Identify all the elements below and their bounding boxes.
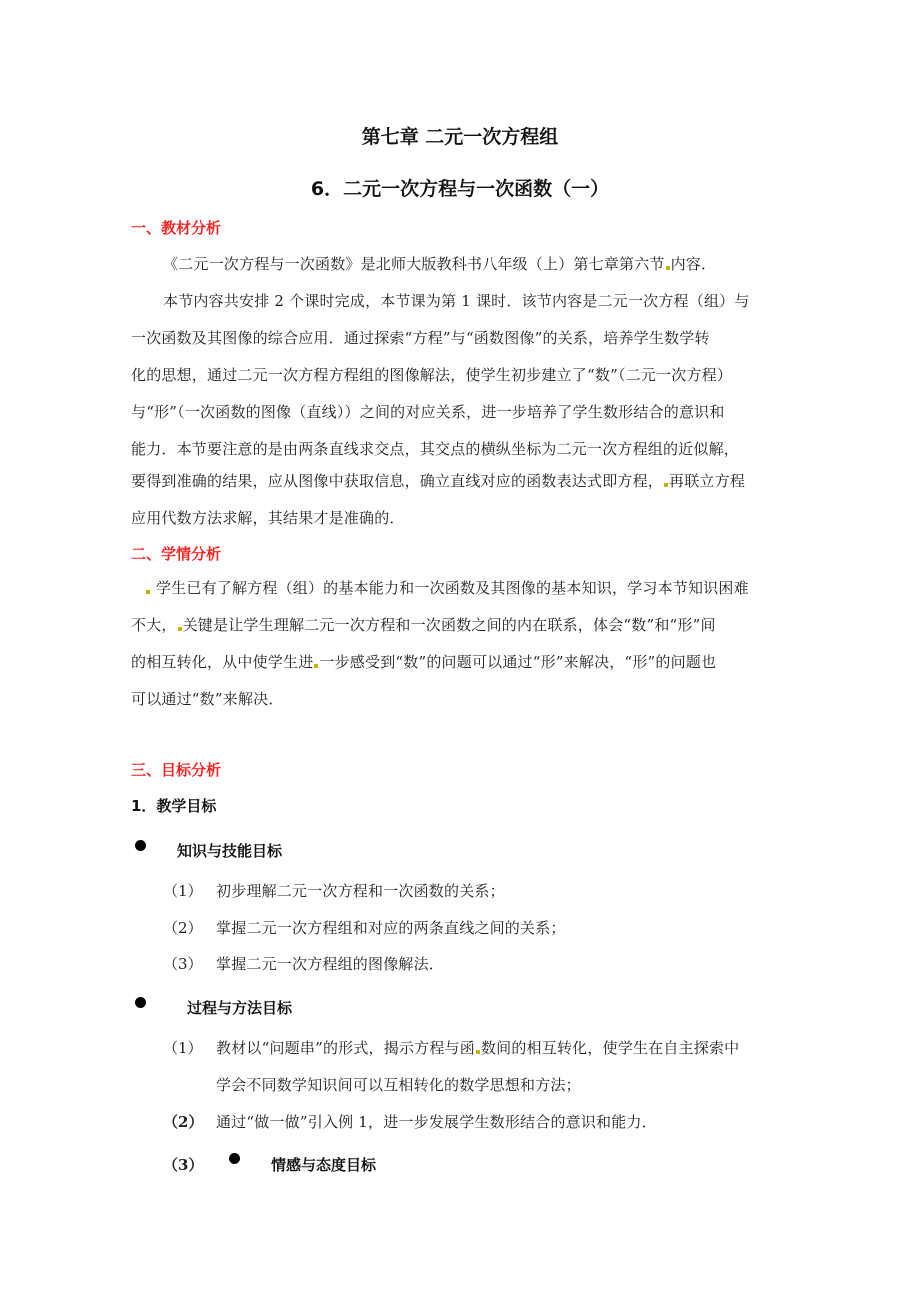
edit-mark-icon <box>178 627 182 631</box>
goal-title-emotion-attitude: 情感与态度目标 <box>271 1156 377 1174</box>
bullet-icon <box>135 997 146 1008</box>
item-number: （3） <box>163 1156 204 1174</box>
edit-mark-icon <box>314 664 318 668</box>
goal-title-knowledge-skills: 知识与技能目标 <box>177 842 283 860</box>
edit-mark-icon <box>666 266 670 270</box>
edit-mark-icon <box>476 1050 480 1054</box>
item-number: （1） <box>163 882 203 900</box>
goal-item: 通过“做一做”引入例 1，进一步发展学生数形结合的意识和能力． <box>216 1113 657 1131</box>
paragraph-line: 可以通过“数”来解决． <box>131 690 284 708</box>
bullet-icon <box>135 840 146 851</box>
paragraph-line: 学生已有了解方程（组）的基本能力和一次函数及其图像的基本知识，学习本节知识困难 <box>145 577 749 598</box>
paragraph-line: 应用代数方法求解，其结果才是准确的． <box>131 509 405 527</box>
paragraph-line: 与“形”（一次函数的图像（直线））之间的对应关系，进一步培养了学生数形结合的意识和 <box>131 403 725 421</box>
subheading-teaching-goals: 1．教学目标 <box>131 797 217 815</box>
paragraph-line: 不大， 关键是让学生理解二元一次方程和一次函数之间的内在联系，体会“数”和“形”间 <box>131 616 716 634</box>
paragraph-line: 能力．本节要注意的是由两条直线求交点，其交点的横纵坐标为二元一次方程组的近似解， <box>131 440 740 458</box>
item-number: （1） <box>163 1039 203 1057</box>
edit-mark-icon <box>664 483 668 487</box>
chapter-title: 第七章 二元一次方程组 <box>361 126 559 148</box>
item-number: （3） <box>163 955 203 973</box>
goal-item: 教材以“问题串”的形式，揭示方程与函 数间的相互转化，使学生在自主探索中 <box>216 1039 740 1057</box>
paragraph-line: 一次函数及其图像的综合应用．通过探索“方程”与“函数图像”的关系，培养学生数学转 <box>131 329 710 347</box>
paragraph-line: 化的思想，通过二元一次方程方程组的图像解法，使学生初步建立了“数”（二元一次方程） <box>131 366 733 384</box>
edit-mark-icon <box>146 590 150 594</box>
section-heading-goal-analysis: 三、目标分析 <box>131 761 222 779</box>
section-heading-student-analysis: 二、学情分析 <box>131 545 222 563</box>
paragraph-line: 本节内容共安排 2 个课时完成，本节课为第 1 课时．该节内容是二元一次方程（组）与 <box>163 292 750 310</box>
bullet-icon <box>229 1153 240 1164</box>
section-heading-textbook-analysis: 一、教材分析 <box>131 219 222 237</box>
item-number: （2） <box>163 1113 204 1131</box>
goal-title-process-methods: 过程与方法目标 <box>187 999 293 1017</box>
item-number: （2） <box>163 919 203 937</box>
goal-item-continued: 学会不同数学知识间可以互相转化的数学思想和方法； <box>216 1076 581 1094</box>
section-title: 6．二元一次方程与一次函数（一） <box>310 178 610 200</box>
paragraph-line: 的相互转化，从中使学生进 一步感受到“数”的问题可以通过“形”来解决，“形”的问题也 <box>131 653 717 671</box>
goal-item: 初步理解二元一次方程和一次函数的关系； <box>216 882 505 900</box>
paragraph-line: 要得到准确的结果，应从图像中获取信息，确立直线对应的函数表达式即方程， 再联立方程 <box>131 472 746 490</box>
goal-item: 掌握二元一次方程组的图像解法． <box>216 955 445 973</box>
goal-item: 掌握二元一次方程组和对应的两条直线之间的关系； <box>216 919 566 937</box>
paragraph-line: 《二元一次方程与一次函数》是北师大版教科书八年级（上）第七章第六节 内容． <box>163 255 717 273</box>
